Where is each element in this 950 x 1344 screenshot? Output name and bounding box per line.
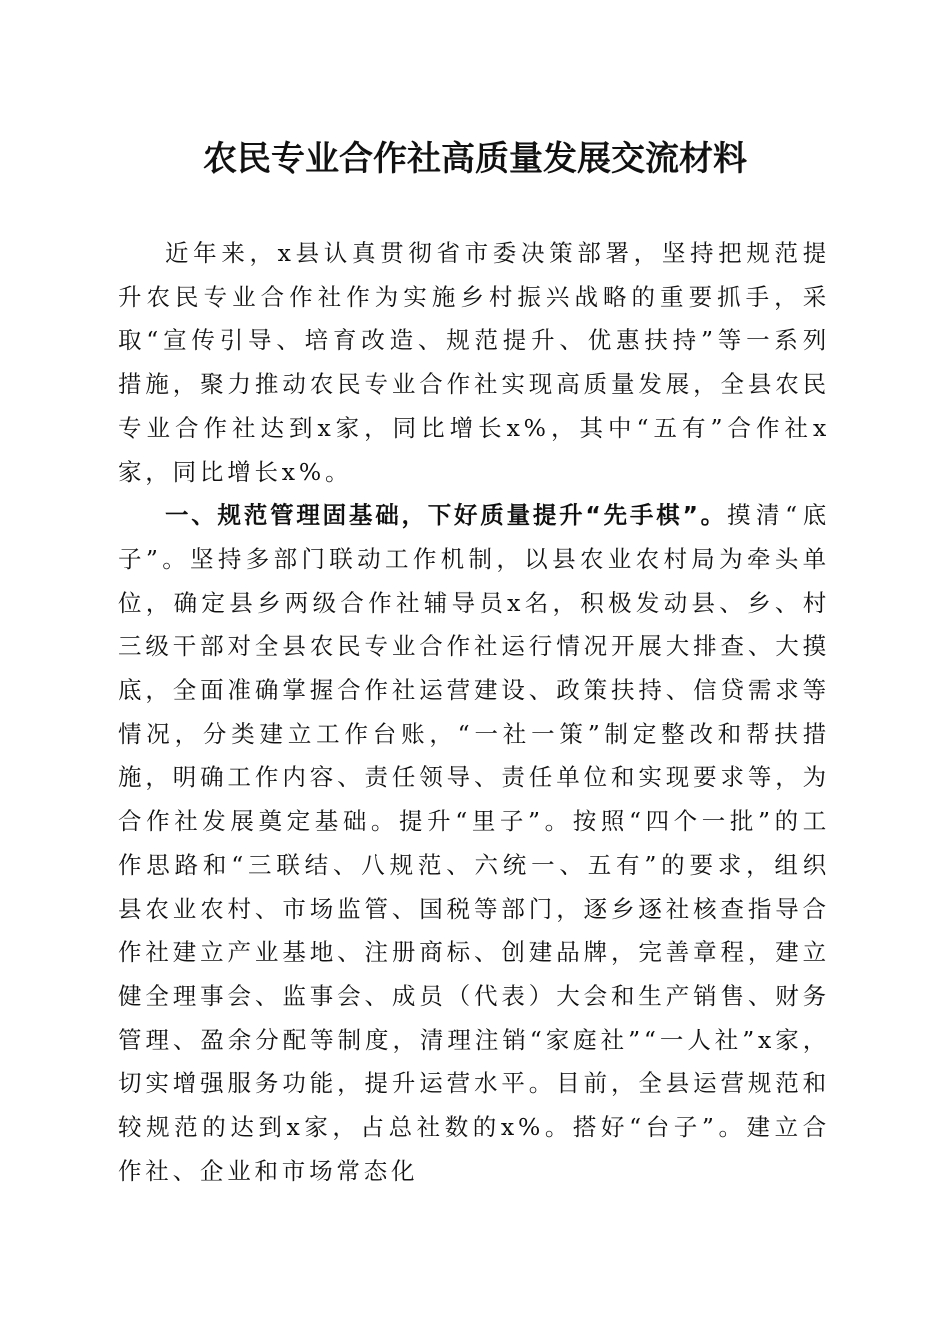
- section-1-heading: 一、规范管理固基础，下好质量提升“先手棋”。: [165, 501, 727, 530]
- document-body: [118, 232, 830, 1193]
- section-1-paragraph: [118, 494, 830, 1193]
- intro-paragraph: 近年来，x县认真贯彻省市委决策部署，坚持把规范提升农民专业合作社作为实施乡村振兴战略的重要抓手，采取“宣传引导、培育改造、规范提升、优惠扶持”等一系列措施，聚力推动农民专业合作社实现高质量发展，全县农民专业合作社达到x家，同比增长x%，其中“五有”合作社x家，同比增长x%。: [118, 239, 830, 486]
- document-title: 农民专业合作社高质量发展交流材料: [203, 139, 747, 179]
- section-1-body: 摸清“底子”。坚持多部门联动工作机制，以县农业农村局为牵头单位，确定县乡两级合作社辅导员x名，积极发动县、乡、村三级干部对全县农民专业合作社运行情况开展大排查、大摸底，全面准确掌握合作社运营建设、政策扶持、信贷需求等情况，分类建立工作台账，“一社一策”制定整改和帮扶措施，明确工作内容、责任领导、责任单位和实现要求等，为合作社发展奠定基础。提升“里子”。按照“四个一批”的工作思路和“三联结、八规范、六统一、五有”的要求，组织县农业农村、市场监管、国税等部门，逐乡逐社核查指导合作社建立产业基地、注册商标、创建品牌，完善章程，建立健全理事会、监事会、成员（代表）大会和生产销售、财务管理、盈余分配等制度，清理注销“家庭社”“一人社”x家，切实增强服务功能，提升运营水平。目前，全县运营规范和较规范的达到x家，占总社数的x%。搭好“台子”。建立合作社、企业和市场常态化: [118, 501, 830, 1185]
